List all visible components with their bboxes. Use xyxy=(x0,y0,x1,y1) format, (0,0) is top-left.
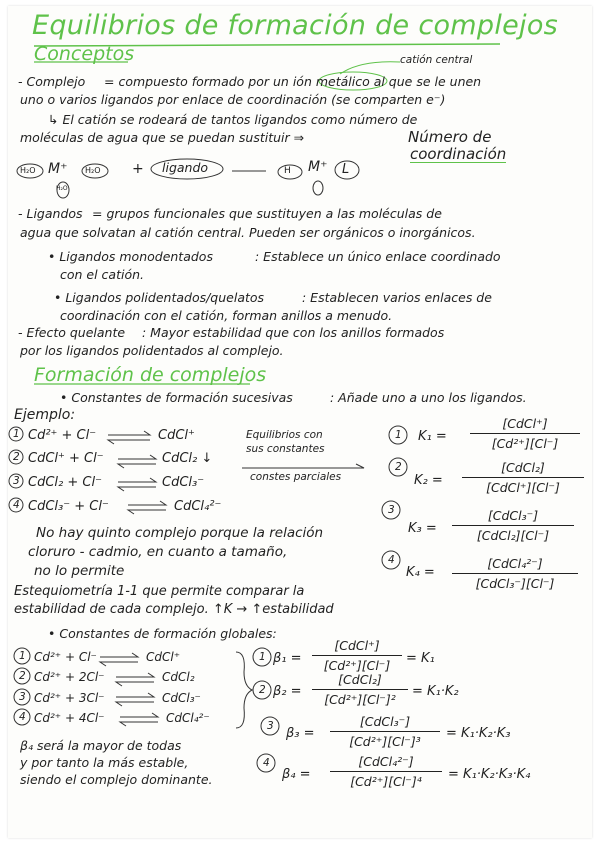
beta-symbol: β₁ = xyxy=(273,651,302,666)
reaction-number: 2 xyxy=(13,451,20,463)
reaction-left: Cd²⁺ + Cl⁻ xyxy=(28,428,97,443)
note-parciales: constes parciales xyxy=(250,471,342,483)
beta1-fraction xyxy=(312,638,402,673)
reaction-number: 1 xyxy=(13,428,20,440)
k-number: 3 xyxy=(388,504,395,516)
fraction-numerator: [CdCl₄²⁻] xyxy=(330,754,442,772)
estequio-line1: Estequiometría 1-1 que permite comparar la xyxy=(14,584,305,599)
beta-equivalence: = K₁ xyxy=(406,651,435,666)
fraction-denominator: [CdCl⁺][Cl⁻] xyxy=(486,480,560,495)
ejemplo-label: Ejemplo: xyxy=(14,407,76,423)
complejo-def-line2: uno o varios ligandos por enlace de coordinación (se comparten e⁻) xyxy=(20,92,446,107)
k-symbol: K₄ = xyxy=(406,565,435,580)
beta-equivalence: = K₁·K₂ xyxy=(412,684,459,699)
h-label: H xyxy=(284,166,291,176)
k1-fraction xyxy=(470,416,580,451)
l-label: L xyxy=(342,162,350,177)
fraction-denominator: [CdCl₃⁻][Cl⁻] xyxy=(475,576,555,591)
plus-sign: + xyxy=(132,161,144,177)
beta-equivalence: = K₁·K₂·K₃·K₄ xyxy=(448,767,531,782)
poli-def-line1: : Establecen varios enlaces de xyxy=(302,290,492,305)
beta2-fraction xyxy=(312,672,408,707)
reaction-right: CdCl₂ ↓ xyxy=(162,451,213,466)
beta4-fraction xyxy=(330,754,442,789)
b4-line2: y por tanto la más estable, xyxy=(20,755,189,770)
reaction-left: CdCl⁺ + Cl⁻ xyxy=(28,451,104,466)
k-symbol: K₂ = xyxy=(414,473,443,488)
h2o-3: H₂O xyxy=(56,185,68,192)
note-constantes: sus constantes xyxy=(246,443,325,455)
fraction-numerator: [CdCl₂] xyxy=(462,460,584,478)
note-equilibrios: Equilibrios con xyxy=(246,429,323,441)
k-number: 4 xyxy=(388,554,395,566)
reaction-right: CdCl₃⁻ xyxy=(162,691,201,705)
small-bubble xyxy=(313,181,323,195)
mono-label: • Ligandos monodentados xyxy=(48,249,213,264)
sucesivas-label: • Constantes de formación sucesivas xyxy=(60,390,293,405)
beta-symbol: β₂ = xyxy=(273,684,302,699)
mono-def-line1: : Establece un único enlace coordinado xyxy=(255,249,501,264)
complejo-label: - Complejo xyxy=(18,74,86,89)
ligandos-def-line1: = grupos funcionales que sustituyen a las moléculas de xyxy=(92,206,442,221)
arrow-note-line1: ↳ El catión se rodeará de tantos ligandos como número de xyxy=(48,112,418,127)
ligando-label: ligando xyxy=(162,160,209,175)
numero-label: Número de xyxy=(408,128,492,146)
fraction-denominator: [Cd²⁺][Cl⁻]³ xyxy=(349,734,421,749)
reaction-left: CdCl₃⁻ + Cl⁻ xyxy=(28,499,109,514)
k3-fraction xyxy=(452,508,574,543)
reaction-number: 2 xyxy=(19,670,26,682)
page-title: Equilibrios de formación de complejos xyxy=(32,10,559,41)
mono-def-line2: con el catión. xyxy=(60,267,145,282)
fraction-denominator: [Cd²⁺][Cl⁻] xyxy=(323,658,391,673)
k-number: 1 xyxy=(395,429,402,441)
formacion-heading: Formación de complejos xyxy=(34,364,267,386)
h2o-1: H₂O xyxy=(20,166,36,175)
reaction-number: 4 xyxy=(13,499,20,511)
reaction-right: CdCl⁺ xyxy=(158,428,195,443)
reaction-number: 3 xyxy=(13,475,20,487)
fraction-numerator: [CdCl₄²⁻] xyxy=(452,556,578,574)
reaction-number: 3 xyxy=(19,691,26,703)
reaction-number: 4 xyxy=(19,711,26,723)
fraction-numerator: [CdCl⁺] xyxy=(312,638,402,656)
ligandos-def-line2: agua que solvatan al catión central. Pueden ser orgánicos o inorgánicos. xyxy=(20,225,476,240)
reaction-right: CdCl₄²⁻ xyxy=(174,499,222,514)
cation-central-note: catión central xyxy=(400,54,473,66)
k4-fraction xyxy=(452,556,578,591)
poli-def-line2: coordinación con el catión, forman anillos a menudo. xyxy=(60,308,393,323)
m-plus-2: M⁺ xyxy=(308,159,328,175)
reaction-left: CdCl₂ + Cl⁻ xyxy=(28,475,102,490)
fraction-numerator: [CdCl₃⁻] xyxy=(330,714,440,732)
reaction-left: Cd²⁺ + Cl⁻ xyxy=(34,650,97,664)
fraction-numerator: [CdCl₃⁻] xyxy=(452,508,574,526)
poli-label: • Ligandos polidentados/quelatos xyxy=(54,290,265,305)
beta-number: 2 xyxy=(259,684,266,696)
reaction-number: 1 xyxy=(19,650,26,662)
reaction-right: CdCl₂ xyxy=(162,670,195,684)
quinto-line2: cloruro - cadmio, en cuanto a tamaño, xyxy=(28,544,288,560)
fraction-denominator: [Cd²⁺][Cl⁻]² xyxy=(324,692,396,707)
beta-symbol: β₃ = xyxy=(286,726,315,741)
ligandos-label: - Ligandos xyxy=(18,206,83,221)
m-plus-1: M⁺ xyxy=(48,161,68,177)
k-symbol: K₃ = xyxy=(408,521,437,536)
efecto-def-line2: por los ligandos polidentados al complejo. xyxy=(20,343,284,358)
globales-label: • Constantes de formación globales: xyxy=(48,626,277,641)
quinto-line1: No hay quinto complejo porque la relación xyxy=(36,525,324,541)
coordinacion-label: coordinación xyxy=(410,145,507,163)
quinto-line3: no lo permite xyxy=(34,563,125,579)
fraction-denominator: [Cd²⁺][Cl⁻]⁴ xyxy=(350,774,422,789)
reaction-left: Cd²⁺ + 3Cl⁻ xyxy=(34,691,105,705)
h2o-2: H₂O xyxy=(85,166,101,175)
efecto-label: - Efecto quelante xyxy=(18,325,126,340)
fraction-numerator: [CdCl⁺] xyxy=(470,416,580,434)
sucesivas-text: : Añade uno a uno los ligandos. xyxy=(330,390,527,405)
beta-number: 4 xyxy=(263,757,270,769)
conceptos-heading: Conceptos xyxy=(34,43,135,65)
fraction-denominator: [Cd²⁺][Cl⁻] xyxy=(491,436,559,451)
reaction-left: Cd²⁺ + 4Cl⁻ xyxy=(34,711,105,725)
complejo-def-line1: = compuesto formado por un ión metálico al que se le unen xyxy=(104,74,482,89)
b4-line3: siendo el complejo dominante. xyxy=(20,772,213,787)
estequio-line2: estabilidad de cada complejo. ↑K → ↑estabilidad xyxy=(14,602,334,617)
beta-number: 3 xyxy=(267,720,274,732)
fraction-denominator: [CdCl₂][Cl⁻] xyxy=(476,528,550,543)
k-symbol: K₁ = xyxy=(418,429,447,444)
fraction-numerator: [CdCl₂] xyxy=(312,672,408,690)
beta-symbol: β₄ = xyxy=(282,767,311,782)
b4-line1: β₄ será la mayor de todas xyxy=(20,738,182,753)
reaction-left: Cd²⁺ + 2Cl⁻ xyxy=(34,670,105,684)
beta-number: 1 xyxy=(259,651,266,663)
efecto-def-line1: : Mayor estabilidad que con los anillos formados xyxy=(142,325,445,340)
reaction-right: CdCl₃⁻ xyxy=(162,475,205,490)
reaction-right: CdCl₄²⁻ xyxy=(166,711,210,725)
beta-equivalence: = K₁·K₂·K₃ xyxy=(446,726,511,741)
beta3-fraction xyxy=(330,714,440,749)
reaction-right: CdCl⁺ xyxy=(146,650,181,664)
arrow-note-line2: moléculas de agua que se puedan sustituir ⇒ xyxy=(20,130,305,145)
k2-fraction xyxy=(462,460,584,495)
k-number: 2 xyxy=(395,461,402,473)
